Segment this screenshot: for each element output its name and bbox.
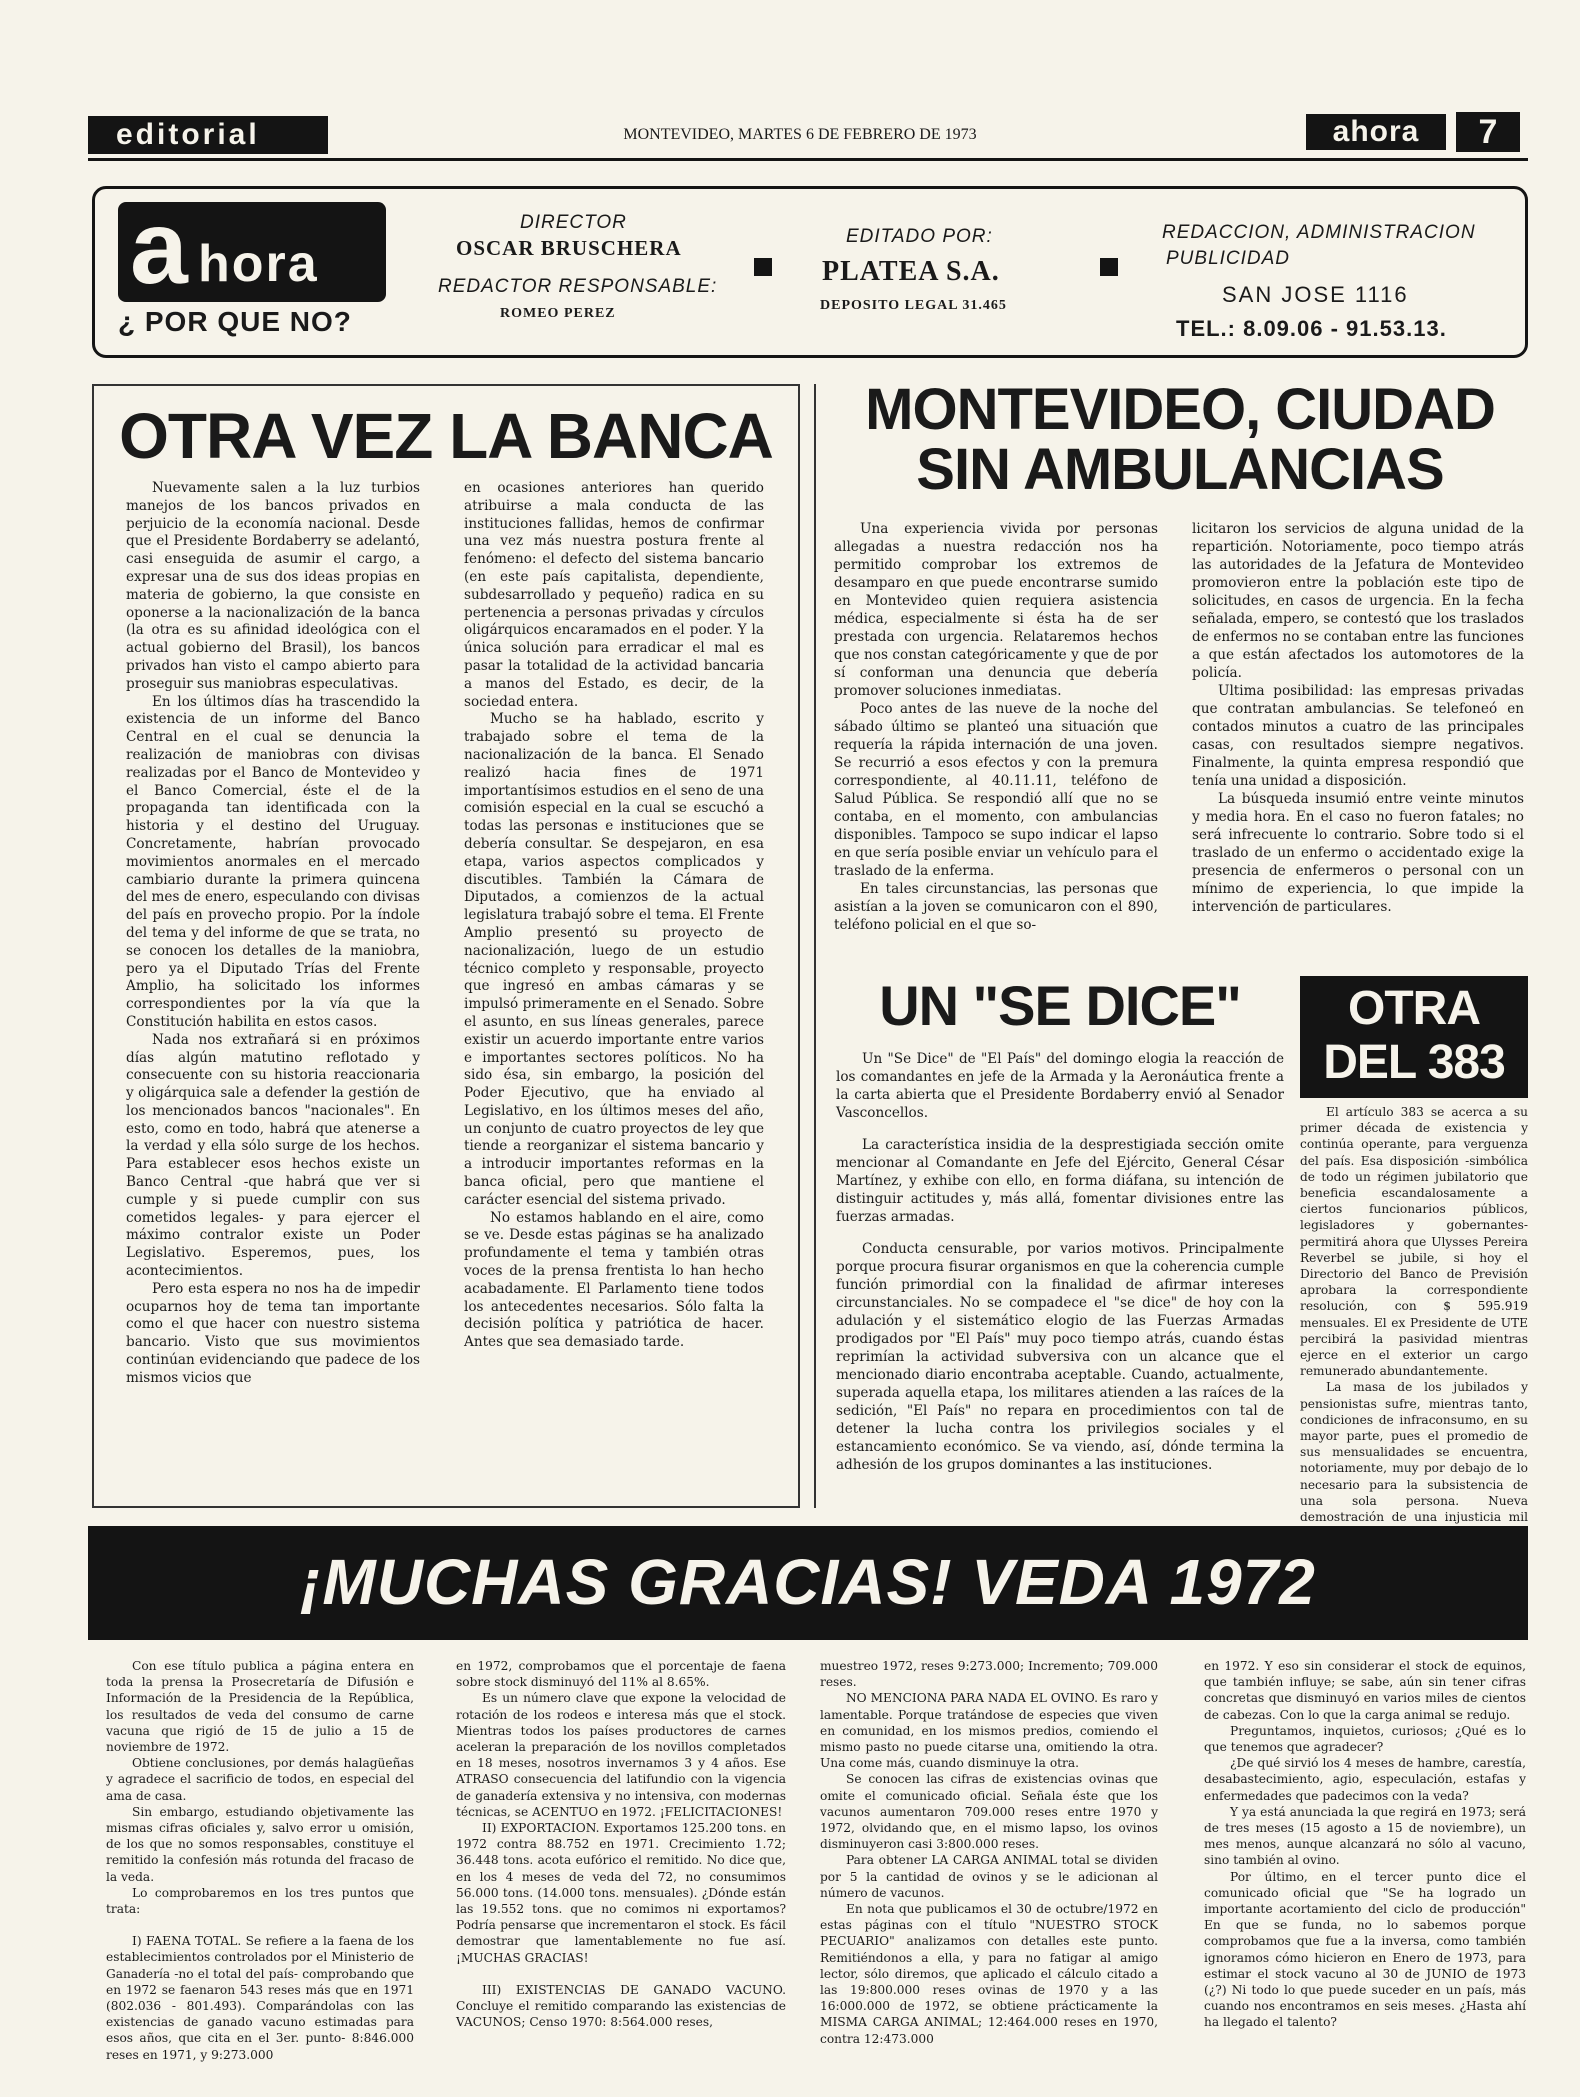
masthead-bullet <box>754 258 772 276</box>
paragraph: ¿De qué sirvió los 4 meses de hambre, carestía, desabastecimiento, agio, especulación, estafas y enfermedades que padecimos con la veda? <box>1204 1756 1526 1803</box>
page-number: 7 <box>1456 112 1520 152</box>
paragraph: En tales circunstancias, las personas que asistían a la joven se comunicaron con el 890, teléfono policial en el que so- <box>834 881 1158 933</box>
ambulancias-column-1 <box>834 520 1158 934</box>
paragraph: Preguntamos, inquietos, curiosos; ¿Qué es lo que tenemos que agradecer? <box>1204 1723 1526 1755</box>
paragraph: muestreo 1972, reses 9:273.000; Incremento; 709.000 reses. <box>820 1659 1158 1690</box>
paragraph: El artículo 383 se acerca a su primer década de existencia y continúa operante, para verguenza del país. Esa disposición -simbólica de todo un régimen jubilatorio que beneficia escandalosamente a ciertos funcionarios públicos, legisladores y gobernantes- permitirá ahora que Ulysses Pereira Reverbel se jubile, si hoy el Directorio del Banco de Previsión aprobara la correspondiente resolución, con $ 595.919 mensuales. El ex Presidente de UTE percibirá la pasividad mientras ejerce en el exterior un cargo remunerado abundantemente. <box>1300 1105 1528 1379</box>
paragraph: Obtiene conclusiones, por demás halagüeñas y agradece el sacrificio de todos, en especial del ama de casa. <box>106 1756 414 1803</box>
telephone: TEL.: 8.09.06 - 91.53.13. <box>1176 316 1447 341</box>
paragraph: I) FAENA TOTAL. Se refiere a la faena de los establecimientos controlados por el Ministerio de Ganadería -no el total del país- comprobando que en 1972 se faenaron 543 reses más que en 1971 (802.036 - 801.493). Comparándolas con las existencias de ganado vacuno estimadas para esos años, que cita en el 3er. punto- 8:846.000 reses en 1971, y 9:273.000 <box>106 1934 414 2062</box>
paragraph: Para obtener LA CARGA ANIMAL total se dividen por 5 la cantidad de ovinos y se le adicionan al número de vacunos. <box>820 1853 1158 1900</box>
ambulancias-headline-line2: SIN AMBULANCIAS <box>916 437 1444 502</box>
paragraph: Se conocen las cifras de existencias ovinas que omite el comunicado oficial. Señala éste que los vacunos aumentaron 709.000 reses entre 1970 y 1972, olvidando que, en el mismo lapso, los ovinos disminuyeron casi 3:800.000 reses. <box>820 1772 1158 1852</box>
paragraph: Mucho se ha hablado, escrito y trabajado sobre el tema de la nacionalización de la banca. El Senado realizó hacia fines de 1971 importantísimos estudios en el seno de una comisión especial en la cual se escuchó a todas las personas e instituciones que se debería consultar. Se despejaron, en esa etapa, varios aspectos complicados y discutibles. También la Cámara de Diputados, a comienzos de la actual legislatura trabajó sobre el tema. El Frente Amplio presentó su proyecto de nacionalización, luego de un estudio técnico completo y responsable, proyecto que ingresó en ambas cámaras y se impulsó primeramente en el Senado. Sobre el asunto, en sus líneas generales, parece existir un acuerdo importante entre varios e importantes sectores políticos. No ha sido ésa, sin embargo, la posición del Poder Ejecutivo, que ha enviado al Legislativo, en los últimos meses del año, un conjunto de cuatro proyectos de ley que tiende a reorganizar el sistema bancario y a introducir importantes reformas en la banca oficial, pero que mantiene el carácter esencial del sistema privado. <box>464 711 764 1208</box>
masthead-logo-hora: hora <box>198 235 319 293</box>
editado-name: PLATEA S.A. <box>822 256 1000 287</box>
paragraph: en 1972. Y eso sin considerar el stock de equinos, que también influye; se sabe, aún sin tener cifras concretas que disminuyó en varios miles de cientos de cabezas. Con lo que la carga animal se redujo. <box>1204 1659 1526 1722</box>
paragraph: Nuevamente salen a la luz turbios manejos de los bancos privados en perjuicio de la economía nacional. Desde que el Presidente Bordaberry se adelantó, casi enseguida de asumir el cargo, a expresar una de sus dos ideas propias en materia de gobierno, la que consiste en oponerse a la nacionalización de la banca (la otra es su afinidad ideológica con el actual gobierno del Brasil), los bancos privados han visto el campo abierto para proseguir sus maniobras especulativas. <box>126 480 420 692</box>
otra-383-headline-line1: OTRA <box>1348 982 1480 1035</box>
masthead-slogan: ¿ POR QUE NO? <box>118 306 352 337</box>
paragraph: en 1972, comprobamos que el porcentaje de faena sobre stock disminuyó del 11% al 8.65%. <box>456 1659 786 1690</box>
veda-headline: ¡MUCHAS GRACIAS! VEDA 1972 <box>300 1546 1316 1618</box>
paragraph: Con ese título publica a página entera en toda la prensa la Prosecretaría de Difusión e Información de la Presidencia de la República, los resultados de veda del consumo de carne vacuna que rigió de 15 de julio a 15 de noviembre de 1972. <box>106 1659 414 1755</box>
paragraph: licitaron los servicios de alguna unidad de la repartición. Notoriamente, poco tiempo atrás las autoridades de la Jefatura de Montevideo promovieron entre la población este tipo de solicitudes, en casos de urgencia. En la fecha señalada, empero, se contestó que los traslados de enfermos no se contaban entre las funciones a que están afectados los automotores de la policía. <box>1192 521 1524 681</box>
paragraph: NO MENCIONA PARA NADA EL OVINO. Es raro y lamentable. Porque tratándose de especies que viven en comunidad, en los mismos predios, comiendo el mismo pasto no puede citarse una, omitiendo la otra. Una come más, cuando disminuye la otra. <box>820 1691 1158 1771</box>
paragraph: En nota que publicamos el 30 de octubre/1972 en estas páginas con el título "NUESTRO STOCK PECUARIO" analizamos con detalles este punto. Remitiéndonos a ella, y para no fatigar al amigo lector, sólo diremos, que aplicado el cálculo citado a las 19:800.000 reses ovinas de 1970 y a las 16:000.000 de 1972, se obtiene prácticamente la MISMA CARGA ANIMAL; 12:464.000 reses en 1970, contra 12:473.000 <box>820 1902 1158 2046</box>
otra-383-box <box>1300 976 1528 1098</box>
paragraph: Un "Se Dice" de "El País" del domingo elogia la reacción de los comandantes en jefe de la Armada y la Aeronáutica frente a la carta abierta que el Presidente Bordaberry envió al Senador Vasconcellos. <box>836 1051 1284 1121</box>
paper-tag: ahora <box>1306 114 1446 150</box>
otra-383-headline <box>1300 982 1528 1090</box>
paragraph: Por último, en el tercer punto dice el comunicado oficial que "Se ha logrado un importante acortamiento del ciclo de producción" En que se funda, no lo sabemos porque comprobamos que fue a la inversa, como también ignoramos cómo hicieron en Enero de 1973, para estimar el stock vacuno al 30 de JUNIO de 1973 (¿?) Ni todo lo que puede suceder en un país, más cuando nos encontramos en seis meses. ¿Hasta ahí ha llegado el talento? <box>1204 1869 1526 2030</box>
ambulancias-headline-line1: MONTEVIDEO, CIUDAD <box>865 377 1495 442</box>
column-rule <box>814 384 816 1508</box>
ambulancias-headline <box>830 377 1530 502</box>
paragraph: Una experiencia vivida por personas allegadas a nuestra redacción nos ha permitido comprobar los extremos de desamparo en que puede encontrarse sumido en Montevideo quien requiera asistencia médica, especialmente si ésta ha de ser prestada con urgencia. Relataremos hechos que nos constan categóricamente y que de por sí conforman una denuncia que debería promover soluciones inmediatas. <box>834 521 1158 699</box>
se-dice-body <box>836 1050 1284 1474</box>
paragraph: La masa de los jubilados y pensionistas sufre, mientras tanto, condiciones de infraconsumo, en su mayor parte, pues el promedio de sus mensualidades se encuentra, notoriamente, muy por debajo de lo necesario para la subsistencia de una sola persona. Nueva demostración de una injusticia mil <box>1300 1380 1528 1525</box>
section-tag: editorial <box>88 116 328 154</box>
deposito-legal: DEPOSITO LEGAL 31.465 <box>820 298 1007 313</box>
otra-383-body <box>1300 1104 1528 1558</box>
dateline: MONTEVIDEO, MARTES 6 DE FEBRERO DE 1973 <box>623 126 977 143</box>
paragraph: Lo comprobaremos en los tres puntos que trata: <box>106 1885 414 1917</box>
paragraph: en ocasiones anteriores han querido atribuirse a mala conducta de las instituciones fallidas, hemos de confirmar una vez más nuestra postura frente al fenómeno: el defecto del sistema bancario (en este país capitalista, dependiente, subdesarrollado y pequeño) radica en su pertenencia a personas privadas y círculos oligárquicos encaramados en el poder. Y la única solución para erradicar el mal es pasar la totalidad de la actividad bancaria a manos del Estado, es decir, de la sociedad entera. <box>464 480 764 710</box>
banca-headline: OTRA VEZ LA BANCA <box>119 400 773 472</box>
paragraph: No estamos hablando en el aire, como se ve. Desde estas páginas se ha analizado profundamente el tema y también otras voces de la prensa frentista lo han hecho acabadamente. El Parlamento tiene todos los antecedentes necesarios. Sólo falta la decisión política y patriótica de hacer. Antes que sea demasiado tarde. <box>464 1209 764 1351</box>
banca-column-2 <box>464 480 764 1352</box>
paragraph: Y ya está anunciada la que regirá en 1973; será de tres meses (15 agosto a 15 de noviembre), un mes menos, aunque alcanzará no sólo al vacuno, sino también al ovino. <box>1204 1804 1526 1868</box>
paragraph: III) EXISTENCIAS DE GANADO VACUNO. Concluye el remitido comparando las existencias de VACUNOS; Censo 1970: 8:564.000 reses, <box>456 1982 786 2030</box>
redactor-label: REDACTOR RESPONSABLE: <box>438 276 718 297</box>
paragraph: Poco antes de las nueve de la noche del sábado último se planteó una situación que requería la rápida internación de una joven. Se recurrió a esos efectos y con la premura correspondiente, al 40.11.11, teléfono de Salud Pública. Se respondió allí que no se contaba, en el momento, con ambulancias disponibles. Tampoco se supo indicar el lapso en que sería posible enviar un vehículo para el traslado de la enferma. <box>834 701 1158 879</box>
editado-label: EDITADO POR: <box>846 226 993 247</box>
paragraph: Nada nos extrañará si en próximos días algún matutino reflotado y consecuente con su historia reaccionaria y oligárquica sale a defender la gestión de los mencionados bancos "nacionales". En esto, como en todo, habrá que atenerse a la verdad y ella sólo surge de los hechos. Para establecer esos hechos existe un Banco Central -que habrá que ver si cumple y si puede cumplir con sus cometidos legales- y para ejercer el máximo contralor existe un Poder Legislativo. Esperemos, pues, los acontecimientos. <box>126 1031 420 1280</box>
redactor-name: ROMEO PEREZ <box>500 306 616 321</box>
director-name: OSCAR BRUSCHERA <box>456 236 682 260</box>
redaccion-label: REDACCION, ADMINISTRACION <box>1162 222 1476 243</box>
paragraph: La característica insidia de la desprestigiada sección omite mencionar al Comandante en Jefe del Ejército, General César Martínez, y exhibe con ello, en forma diáfana, su intención de distinguir actitudes y, más allá, fomentar divisiones entre las fuerzas armadas. <box>836 1137 1284 1225</box>
paragraph: Ultima posibilidad: las empresas privadas que contratan ambulancias. Se telefoneó en contados minutos a cuatro de las principales casas, con resultados siempre negativos. Finalmente, la quinta empresa respondió que tenía una unidad a disposición. <box>1192 683 1524 789</box>
banca-column-1 <box>126 480 420 1388</box>
otra-383-headline-line2: DEL 383 <box>1323 1036 1505 1089</box>
veda-column-3 <box>820 1658 1158 2047</box>
masthead-bullet <box>1100 258 1118 276</box>
paragraph: En los últimos días ha trascendido la existencia de un informe del Banco Central en el cual se denuncia la realización de maniobras con divisas realizadas por el Banco de Montevideo y el Banco Comercial, éste el de la propaganda tan identificada con la historia y el destino del Uruguay. Concretamente, habrían provocado movimientos anormales en el mercado cambiario durante la primera quincena del mes de enero, especulando con divisas del país en provecho propio. Por la índole del tema y del informe de que se trata, no se conocen los detalles de la maniobra, pero ya el Diputado Trías del Frente Amplio, ha solicitado los informes correspondientes por la vía que la Constitución habilita en estos casos. <box>126 693 420 1030</box>
address: SAN JOSE 1116 <box>1222 282 1409 307</box>
paragraph: La búsqueda insumió entre veinte minutos y media hora. En el caso no fueron fatales; no será infrecuente lo contrario. Sobre todo si el traslado de un enfermo o accidentado exige la presencia de enfermeros o personal con un mínimo de experiencia, lo que impide la intervención de particulares. <box>1192 791 1524 915</box>
veda-column-4 <box>1204 1658 1526 2031</box>
paragraph: Conducta censurable, por varios motivos. Principalmente porque procura fisurar organismos en que la coherencia cumple función primordial con la finalidad de afirmar intereses circunstanciales. No se compadece el "se dice" de hoy con la adulación y el sistemático elogio de las Fuerzas Armadas prodigados por "El País" muy poco tiempo atrás, cuando éstas reprimían la actividad subversiva con un alcance que el mencionado diario encontraba aceptable. Cuando, actualmente, superada aquella etapa, los militares atienden a las raíces de la sedición, "El País" no repara en procedimientos con tal de detener la lucha contra los privilegios sociales y el estancamiento económico. Se va viendo, así, dónde termina la adhesión de los grupos dominantes a las instituciones. <box>836 1241 1284 1473</box>
paragraph: Sin embargo, estudiando objetivamente las mismas cifras oficiales y, salvo error u omisión, de los que no somos responsables, constituye el remitido la confesión más rotunda del fracaso de la veda. <box>106 1804 414 1884</box>
publicidad-label: PUBLICIDAD <box>1166 248 1291 269</box>
veda-column-2 <box>456 1658 786 2030</box>
paragraph: II) EXPORTACION. Exportamos 125.200 tons. en 1972 contra 88.752 en 1971. Crecimiento 1.72; 36.448 tons. acota eufórico el remitido. No dice que, en los 4 meses de veda del 72, no consumimos 56.000 tons. (14.000 tons. mensuales). ¿Dónde están las 19.552 tons. que no comimos ni exportamos? Podría pensarse que incrementaron el stock. Es fácil demostrar que lamentablemente no fue así. ¡MUCHAS GRACIAS! <box>456 1821 786 1965</box>
se-dice-headline: UN "SE DICE" <box>879 974 1241 1037</box>
director-label: DIRECTOR <box>520 212 627 233</box>
veda-banner <box>88 1526 1528 1640</box>
paragraph: Pero esta espera no nos ha de impedir ocuparnos hoy de tema tan importante como el que hacer con nuestro sistema bancario. Visto que sus movimientos continúan evidenciando que padece de los mismos vicios que <box>126 1280 420 1386</box>
veda-column-1 <box>106 1658 414 2063</box>
paragraph: Es un número clave que expone la velocidad de rotación de los rodeos e interesa más que el stock. Mientras todos los países productores de carnes aceleran la preparación de los novillos completados en 18 meses, nosotros invernamos 3 y 4 años. Ese ATRASO consecuencia del latifundio con la vigencia de ganadería extensiva y no intensiva, con modernas técnicas, se ACENTUO en 1972. ¡FELICITACIONES! <box>456 1691 786 1819</box>
masthead-logo-a: a <box>130 190 188 306</box>
ambulancias-column-2 <box>1192 520 1524 916</box>
top-rule <box>88 158 1528 161</box>
